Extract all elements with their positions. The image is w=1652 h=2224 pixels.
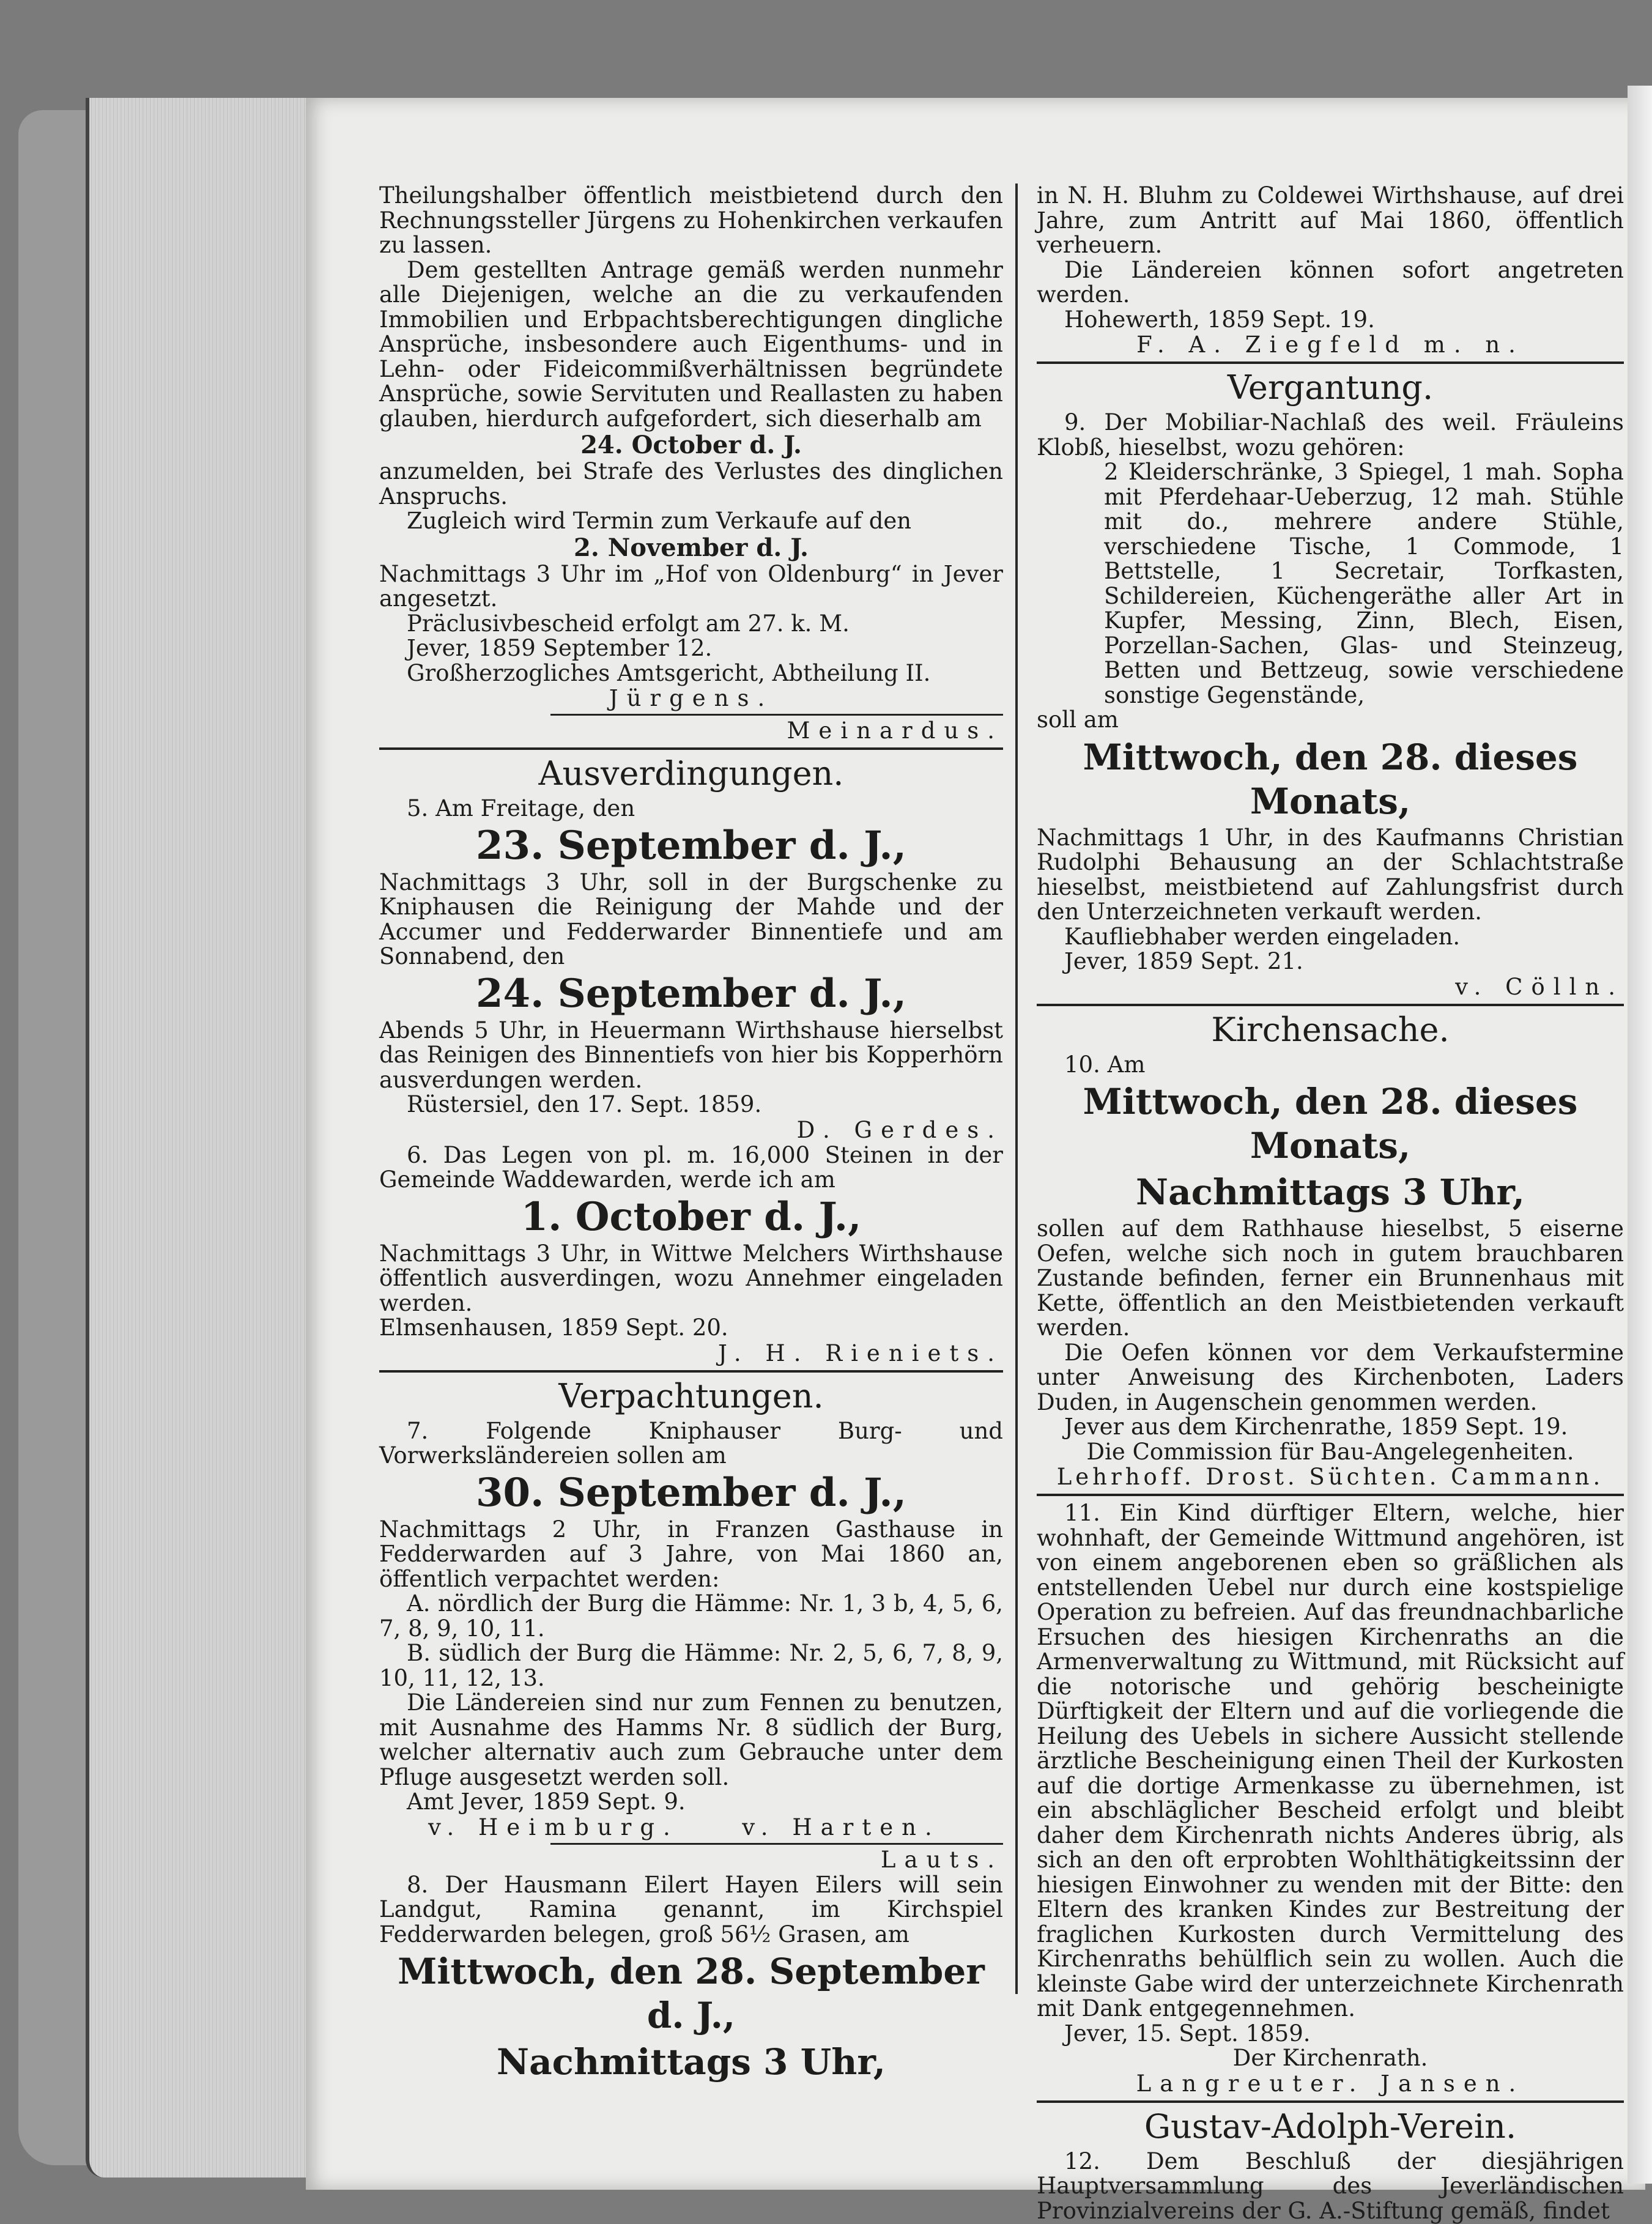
item-7-date: 30. September d. J., xyxy=(476,1469,906,1516)
notice-paragraph-4: Nachmittags 3 Uhr im „Hof von Oldenburg“ in Jever angesetzt. xyxy=(379,560,1003,612)
item-7-signatures xyxy=(379,1815,1003,1840)
item-10-date-2: Nachmittags 3 Uhr, xyxy=(1136,1171,1525,1213)
page-edges xyxy=(86,98,322,2178)
right-column xyxy=(1037,183,1624,2223)
item-8-continued: in N. H. Bluhm zu Coldewei Wirthshause, auf drei Jahre, zum Antritt auf Mai 1860, öffentlich verheuern. xyxy=(1037,182,1624,258)
item-5-place: Rüstersiel, den 17. Sept. 1859. xyxy=(407,1091,762,1118)
item-5-intro: 5. Am Freitage, den xyxy=(407,795,635,821)
item-10-place: Jever aus dem Kirchenrathe, 1859 Sept. 19. xyxy=(1064,1414,1568,1440)
notice-paragraph-3: Zugleich wird Termin zum Verkaufe auf den xyxy=(407,508,912,534)
item-5-date-2: 24. September d. J., xyxy=(476,970,906,1017)
item-7-intro: 7. Folgende Kniphauser Burg- und Vorwerksländereien sollen am xyxy=(379,1417,1003,1469)
item-11-body: Der Kirchenrath. xyxy=(1232,2045,1428,2071)
item-10-text: sollen auf dem Rathhause hieselbst, 5 eiserne Oefen, welche sich noch in gutem brauchbaren Zustande befinden, ferner ein Brunnenhaus mit Kette, öffentlich an den Meistbietenden verkauft werden. xyxy=(1037,1215,1624,1341)
item-6-intro: 6. Das Legen von pl. m. 16,000 Steinen in der Gemeinde Waddewarden, werde ich am xyxy=(379,1141,1003,1193)
item-6-date: 1. October d. J., xyxy=(520,1193,862,1240)
item-7-place: Amt Jever, 1859 Sept. 9. xyxy=(407,1788,686,1815)
item-9-intro: 9. Der Mobiliar-Nachlaß des weil. Fräuleins Klobß, hieselbst, wozu gehören: xyxy=(1037,409,1624,461)
item-8-intro: 8. Der Hausmann Eilert Hayen Eilers will sein Landgut, Ramina genannt, im Kirchspiel Fedderwarden belegen, groß 56½ Grasen, am xyxy=(379,1871,1003,1948)
item-7-signature-a: v. Heimburg. xyxy=(428,1814,679,1840)
divider xyxy=(1037,2100,1624,2103)
section-heading-kirchensache: Kirchensache. xyxy=(1211,1010,1450,1049)
divider xyxy=(1037,1494,1624,1496)
item-8-date-1: Mittwoch, den 28. September d. J., xyxy=(398,1951,985,2036)
court-name: Großherzogliches Amtsgericht, Abtheilung II. xyxy=(407,659,931,686)
item-11-text: 11. Ein Kind dürftiger Eltern, welche, hier wohnhaft, der Gemeinde Wittmund angehören, ist von einem angeborenen eben so gräßlichen als entstellenden Uebel nur durch eine kostspielige Operation zu befreien. Auf das freundnachbarliche Ersuchen des hiesigen Kirchenraths an die Armenverwaltung zu Wittmund, mit Rücksicht auf die notorische und gehörig bescheinigte Dürftigkeit der Eltern und auf die vorliegende die Heilung des Uebels in sichere Aussicht stellende ärztliche Bescheinigung einen Theil der Kurkosten auf die dortige Armenkasse zu übernehmen, ist ein abschläglicher Bescheid erfolgt und bleibt daher dem Kirchenrath nichts Anderes übrig, als sich an den oft erprobten Wohlthätigkeitssinn der hiesigen Einwohner zu wenden mit der Bitte: den Eltern des kranken Kindes zur Bestreitung der fraglichen Kurkosten durch Vermittelung des Kirchenraths behülflich sein zu wollen. Auch die kleinste Gabe wird der unterzeichnete Kirchenrath mit Dank entgegennehmen. xyxy=(1037,1500,1624,2022)
item-9-text-2: Nachmittags 1 Uhr, in des Kaufmanns Christian Rudolphi Behausung an der Schlachtstraße hieselbst, meistbietend auf Zahlungsfrist durch den Unterzeichneten verkauft werden. xyxy=(1037,824,1624,925)
item-10-signatures: Lehrhoff. Drost. Süchten. Cammann. xyxy=(1056,1464,1604,1490)
divider xyxy=(1037,1004,1624,1006)
item-6-place: Elmsenhausen, 1859 Sept. 20. xyxy=(379,1314,728,1341)
item-7-signature-c: Lauts. xyxy=(880,1846,1003,1873)
item-10-date-1: Mittwoch, den 28. dieses Monats, xyxy=(1083,1081,1578,1166)
divider xyxy=(550,714,1003,716)
sale-date: 2. November d. J. xyxy=(574,533,809,562)
item-7-list-b: B. südlich der Burg die Hämme: Nr. 2, 5, 6, 7, 8, 9, 10, 11, 12, 13. xyxy=(379,1640,1003,1691)
divider xyxy=(379,1370,1003,1373)
notice-paragraph-2: anzumelden, bei Strafe des Verlustes des dinglichen Anspruchs. xyxy=(379,458,1003,510)
section-heading-verpachtungen: Verpachtungen. xyxy=(558,1376,824,1415)
item-5-text-2: Abends 5 Uhr, in Heuermann Wirthshause hierselbst das Reinigen des Binnentiefs von hier bis Kopperhörn ausverdungen werden. xyxy=(379,1017,1003,1093)
item-6-text: Nachmittags 3 Uhr, in Wittwe Melchers Wirthshause öffentlich ausverdingen, wozu Annehmer eingeladen werden. xyxy=(379,1240,1003,1316)
item-7-text-2: Die Ländereien sind nur zum Fennen zu benutzen, mit Ausnahme des Hamms Nr. 8 südlich der Burg, welcher alternativ auch zum Gebrauche unter dem Pfluge ausgesetzt werden soll. xyxy=(379,1689,1003,1790)
item-8-place: Hohewerth, 1859 Sept. 19. xyxy=(1064,306,1375,333)
item-5-text: Nachmittags 3 Uhr, soll in der Burgschenke zu Kniphausen die Reinigung der Mahde und der Accumer und Fedderwarder Binnentiefe und am Sonnabend, den xyxy=(379,869,1003,969)
item-8-continued-2: Die Ländereien können sofort angetreten werden. xyxy=(1037,256,1624,308)
item-5-date-1: 23. September d. J., xyxy=(476,822,906,869)
right-page-edge xyxy=(1628,86,1652,2184)
notice-place: Jever, 1859 September 12. xyxy=(407,635,713,661)
item-10-intro: 10. Am xyxy=(1064,1051,1146,1078)
item-7-text: Nachmittags 2 Uhr, in Franzen Gasthause in Fedderwarden auf 3 Jahre, von Mai 1860 an, öffentlich verpachtet werden: xyxy=(379,1516,1003,1592)
item-7-list-a: A. nördlich der Burg die Hämme: Nr. 1, 3 b, 4, 5, 6, 7, 8, 9, 10, 11. xyxy=(379,1590,1003,1642)
signature-2: Meinardus. xyxy=(787,717,1003,744)
item-6-signature: J. H. Rieniets. xyxy=(717,1340,1003,1366)
item-10-commission: Die Commission für Bau-Angelegenheiten. xyxy=(1086,1438,1574,1465)
item-9-signature: v. Cölln. xyxy=(1455,973,1624,1000)
deadline-date: 24. October d. J. xyxy=(580,431,802,459)
item-9-date: Mittwoch, den 28. dieses Monats, xyxy=(1083,736,1578,822)
notice-paragraph-5: Präclusivbescheid erfolgt am 27. k. M. xyxy=(407,610,850,637)
section-heading-ausverdingungen: Ausverdingungen. xyxy=(538,754,844,793)
item-7-signature-b: v. Harten. xyxy=(742,1814,941,1840)
item-9-list: 2 Kleiderschränke, 3 Spiegel, 1 mah. Sopha mit Pferdehaar-Ueberzug, 12 mah. Stühle mit do., mehrere andere Stühle, verschiedene Tische, 1 Commode, 1 Bettstelle, 1 Secretair, Torfkasten, Schildereien, Küchengeräthe aller Art in Kupfer, Messing, Zinn, Blech, Eisen, Porzellan-Sachen, Glas- und Steinzeug, Betten und Bettzeug, sowie verschiedene sonstige Gegenstände, xyxy=(1104,459,1624,708)
divider xyxy=(379,747,1003,750)
notice-paragraph: Dem gestellten Antrage gemäß werden nunmehr alle Diejenigen, welche an die zu verkaufenden Immobilien und Erbpachtsberechtigungen dingliche Ansprüche, insbesondere auch Eigenthums- und in Lehn- oder Fideicommißverhältnissen begründete Ansprüche, sowie Servituten und Reallasten zu haben glauben, hierdurch aufgefordert, sich dieserhalb am xyxy=(379,256,1003,432)
intro-text: Theilungshalber öffentlich meistbietend durch den Rechnungssteller Jürgens zu Hohenkirchen verkaufen zu lassen. xyxy=(379,182,1003,258)
item-5-signature: D. Gerdes. xyxy=(796,1116,1003,1143)
item-9-text: soll am xyxy=(1037,706,1119,733)
item-9-place: Jever, 1859 Sept. 21. xyxy=(1064,948,1303,974)
column-divider xyxy=(1015,183,1018,1994)
left-column xyxy=(379,183,1003,2086)
item-8-date-2: Nachmittags 3 Uhr, xyxy=(497,2041,886,2083)
item-8-signature: F. A. Ziegfeld m. n. xyxy=(1136,332,1524,358)
section-heading-gustav-adolph-verein: Gustav-Adolph-Verein. xyxy=(1144,2107,1517,2146)
divider xyxy=(550,1843,1003,1845)
section-heading-vergantung: Vergantung. xyxy=(1227,368,1434,407)
divider xyxy=(1037,361,1624,364)
item-11-signatures: Langreuter. Jansen. xyxy=(1136,2070,1525,2097)
item-9-text-3: Kaufliebhaber werden eingeladen. xyxy=(1064,923,1461,950)
signature-1: Jürgens. xyxy=(609,685,774,711)
item-11-place: Jever, 15. Sept. 1859. xyxy=(1064,2020,1311,2047)
item-10-text-2: Die Oefen können vor dem Verkaufstermine unter Anweisung des Kirchenboten, Laders Duden, in Augenschein genommen werden. xyxy=(1037,1339,1624,1415)
item-12-text: 12. Dem Beschluß der diesjährigen Hauptversammlung des Jeverländischen Provinzialvereins der G. A.-Stiftung gemäß, findet xyxy=(1037,2148,1624,2224)
